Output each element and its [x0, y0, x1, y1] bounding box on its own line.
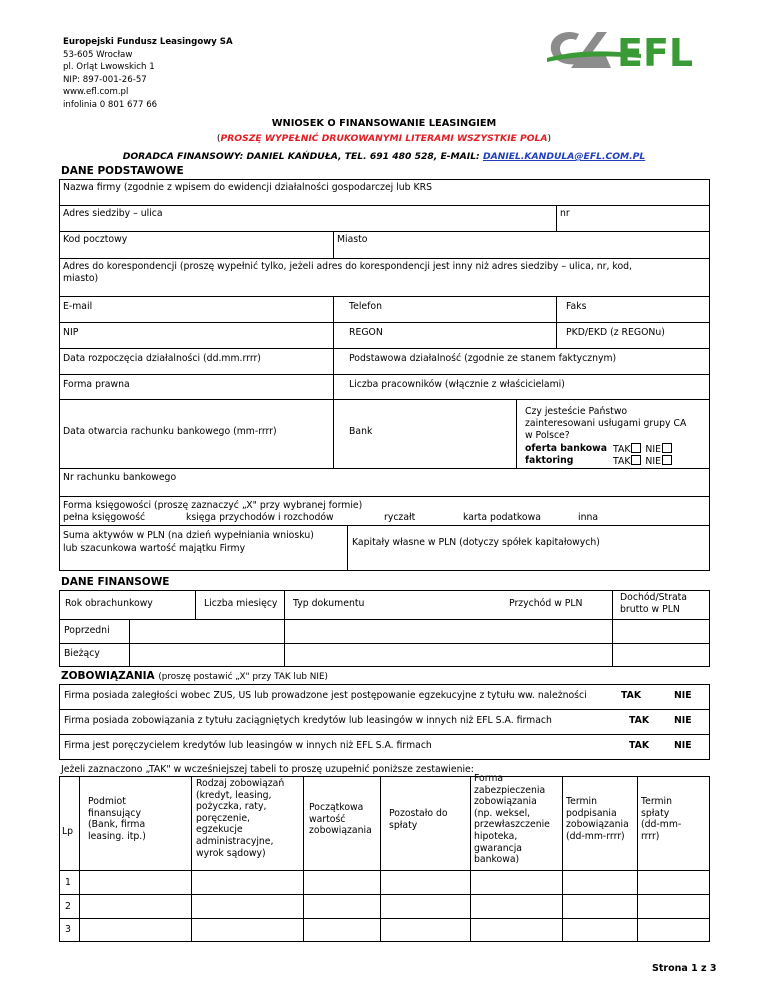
obligation-q3-yes[interactable]: TAK: [629, 740, 650, 751]
company-hotline: infolinia 0 801 677 66: [63, 99, 158, 110]
details-header-kind-line: egzekucje: [196, 824, 243, 836]
ca-factoring-label: faktoring: [525, 455, 574, 466]
label-start-date: Data rozpoczęcia działalności (dd.mm.rrrr): [63, 353, 261, 364]
logo-text: EFL: [617, 31, 694, 74]
details-row-3: 3: [65, 924, 71, 935]
details-header-kind-line: pożyczka, raty,: [196, 801, 267, 813]
details-header-security-line: bankowa): [474, 854, 520, 866]
details-header-signing-line: (dd-mm-rrrr): [566, 830, 625, 842]
label-email: E-mail: [63, 301, 93, 312]
details-header-remaining-line: spłaty: [389, 819, 418, 831]
label-address: Adres siedziby – ulica: [63, 208, 163, 219]
company-address-1: 53-605 Wrocław: [63, 49, 133, 60]
company-nip: NIP: 897-001-26-57: [63, 74, 147, 85]
obligation-q1: Firma posiada zaległości wobec ZUS, US lub prowadzone jest postępowanie egzekucyjne z tytułu ww. należności: [64, 690, 587, 701]
option-revenue-book[interactable]: księga przychodów i rozchodów: [186, 512, 334, 523]
details-header-repayment-line: spłaty: [641, 807, 670, 819]
details-header-initial-line: wartość: [309, 813, 346, 825]
header-months: Liczba miesięcy: [204, 598, 278, 609]
header-doc-type: Typ dokumentu: [293, 598, 365, 609]
company-info: [63, 36, 233, 112]
details-header-kind-line: poręczenie,: [196, 812, 250, 824]
label-number: nr: [560, 208, 570, 219]
details-row-2: 2: [65, 901, 71, 912]
details-header-security-line: gwarancja: [474, 842, 523, 854]
option-other[interactable]: inna: [578, 512, 599, 523]
details-row-1: 1: [65, 877, 71, 888]
company-website: www.efl.com.pl: [63, 87, 129, 98]
ca-bank-offer-yes-checkbox[interactable]: [631, 443, 641, 453]
details-header-security-line: hipoteka,: [474, 831, 518, 842]
details-header-security-line: zobowiązania: [474, 796, 537, 808]
label-pkd: PKD/EKD (z REGONu): [566, 327, 665, 338]
page-number: Strona 1 z 3: [652, 963, 717, 974]
label-account-date: Data otwarcia rachunku bankowego (mm-rrrr): [63, 426, 277, 437]
details-header-entity-line: (Bank, firma: [88, 819, 146, 831]
details-header-entity-line: finansujący: [88, 807, 141, 819]
label-phone: Telefon: [349, 301, 382, 312]
label-company-name: Nazwa firmy (zgodnie z wpisem do ewidencji działalności gospodarczej lub KRS: [63, 182, 432, 193]
label-account-no: Nr rachunku bankowego: [63, 472, 177, 483]
details-header-kind-line: Rodzaj zobowiązań: [196, 778, 285, 789]
details-header-entity-line: leasing. itp.): [88, 830, 146, 842]
obligation-q2-yes[interactable]: TAK: [629, 715, 650, 726]
details-header-initial-line: Początkowa: [309, 802, 364, 813]
ca-question-3: w Polsce?: [525, 430, 570, 441]
row-previous: Poprzedni: [64, 625, 110, 636]
details-header-security-line: zabezpieczenia: [474, 784, 546, 796]
obligation-q2-no[interactable]: NIE: [674, 715, 692, 726]
section-basic-heading: DANE PODSTAWOWE: [61, 165, 184, 177]
label-fax: Faks: [566, 301, 587, 312]
label-corr-address-1: Adres do korespondencji (proszę wypełnić tylko, jeżeli adres do korespondencji jest inny niż adres siedziby – ulica, nr, kod,: [63, 261, 632, 272]
details-header-remaining-line: Pozostało do: [389, 808, 448, 819]
option-tax-card[interactable]: karta podatkowa: [463, 512, 541, 523]
ca-bank-offer-label: oferta bankowa: [525, 443, 608, 454]
row-current: Bieżący: [64, 648, 100, 659]
label-regon: REGON: [349, 327, 383, 338]
details-header-security-line: przewłaszczenie: [474, 819, 550, 831]
label-nip: NIP: [63, 327, 79, 338]
ca-factoring-no-checkbox[interactable]: [662, 455, 672, 465]
details-header-repayment-line: (dd-mm-: [641, 819, 682, 831]
details-header-signing-line: zobowiązania: [566, 819, 629, 831]
advisor-email-link[interactable]: DANIEL.KANDULA@EFL.COM.PL: [482, 151, 646, 162]
ca-question-2: zainteresowani usługami grupy CA: [525, 418, 687, 429]
details-intro: Jeżeli zaznaczono „TAK" w wcześniejszej tabeli to proszę uzupełnić poniższe zestawienie:: [61, 764, 474, 775]
ca-factoring-options: TAK NIE: [613, 455, 673, 468]
header-profit-2: brutto w PLN: [620, 604, 680, 615]
obligation-q2: Firma posiada zobowiązania z tytułu zaciągniętych kredytów lub leasingów w innych niż EFL S.A. firmach: [64, 715, 552, 726]
header-revenue: Przychód w PLN: [509, 598, 583, 609]
efl-logo: [545, 28, 725, 74]
company-name: Europejski Fundusz Leasingowy SA: [63, 37, 233, 47]
ca-bank-offer-options: TAK NIE: [613, 443, 673, 456]
label-city: Miasto: [337, 234, 368, 245]
obligation-q1-no[interactable]: NIE: [674, 690, 692, 701]
details-header-entity-line: Podmiot: [88, 796, 126, 807]
details-header-signing-line: Termin: [566, 796, 598, 807]
label-legal-form: Forma prawna: [63, 379, 130, 390]
details-header-security-line: (np. weksel,: [474, 807, 531, 819]
form-title: WNIOSEK O FINANSOWANIE LEASINGIEM: [271, 118, 497, 129]
label-postal-code: Kod pocztowy: [63, 234, 128, 245]
ca-factoring-yes-checkbox[interactable]: [631, 455, 641, 465]
obligation-q1-yes[interactable]: TAK: [621, 690, 642, 701]
details-header-kind-line: (kredyt, leasing,: [196, 789, 272, 801]
label-main-activity: Podstawowa działalność (zgodnie ze stanem faktycznym): [349, 353, 617, 364]
option-lump-sum[interactable]: ryczałt: [384, 512, 416, 523]
label-bank: Bank: [349, 426, 373, 437]
company-address-2: pl. Orląt Lwowskich 1: [63, 62, 155, 73]
details-header-lp: Lp: [62, 826, 74, 837]
obligation-q3-no[interactable]: NIE: [674, 740, 692, 751]
label-assets-2: lub szacunkowa wartość majątku Firmy: [63, 543, 246, 554]
ca-question-1: Czy jesteście Państwo: [525, 406, 628, 417]
details-header-initial-line: zobowiązania: [309, 825, 372, 837]
option-full-accounting[interactable]: pełna księgowość: [63, 512, 146, 523]
details-header-repayment-line: Termin: [641, 796, 673, 807]
details-header-kind-line: wyrok sądowy): [196, 847, 266, 859]
details-header-repayment-line: rrrr): [641, 830, 660, 842]
label-employees: Liczba pracowników (włącznie z właścicielami): [349, 379, 565, 390]
details-header-security-line: Forma: [474, 773, 504, 784]
label-equity: Kapitały własne w PLN (dotyczy spółek kapitałowych): [352, 537, 600, 548]
header-year: Rok obrachunkowy: [65, 598, 153, 609]
section-financial-heading: DANE FINANSOWE: [61, 576, 170, 588]
ca-bank-offer-no-checkbox[interactable]: [662, 443, 672, 453]
form-instruction: (PROSZĘ WYPEŁNIĆ DRUKOWANYMI LITERAMI WSZYSTKIE POLA): [216, 133, 552, 144]
label-corr-address-2: miasto): [63, 273, 99, 284]
label-assets-1: Suma aktywów w PLN (na dzień wypełniania wniosku): [63, 530, 314, 541]
advisor-info: DORADCA FINANSOWY: DANIEL KAŃDUŁA, TEL. 691 480 528, E-MAIL: DANIEL.KANDULA@EFL.COM.PL: [122, 151, 646, 162]
section-obligations-heading: ZOBOWIĄZANIA (proszę postawić „X" przy TAK lub NIE): [61, 670, 328, 682]
header-profit-1: Dochód/Strata: [620, 592, 687, 603]
details-header-kind-line: administracyjne,: [196, 836, 274, 847]
obligations-note: (proszę postawić „X" przy TAK lub NIE): [158, 672, 328, 682]
label-accounting-question: Forma księgowości (proszę zaznaczyć „X" przy wybranej formie): [63, 500, 363, 511]
details-header-signing-line: podpisania: [566, 807, 617, 819]
obligation-q3: Firma jest poręczycielem kredytów lub leasingów w innych niż EFL S.A. firmach: [64, 740, 432, 751]
